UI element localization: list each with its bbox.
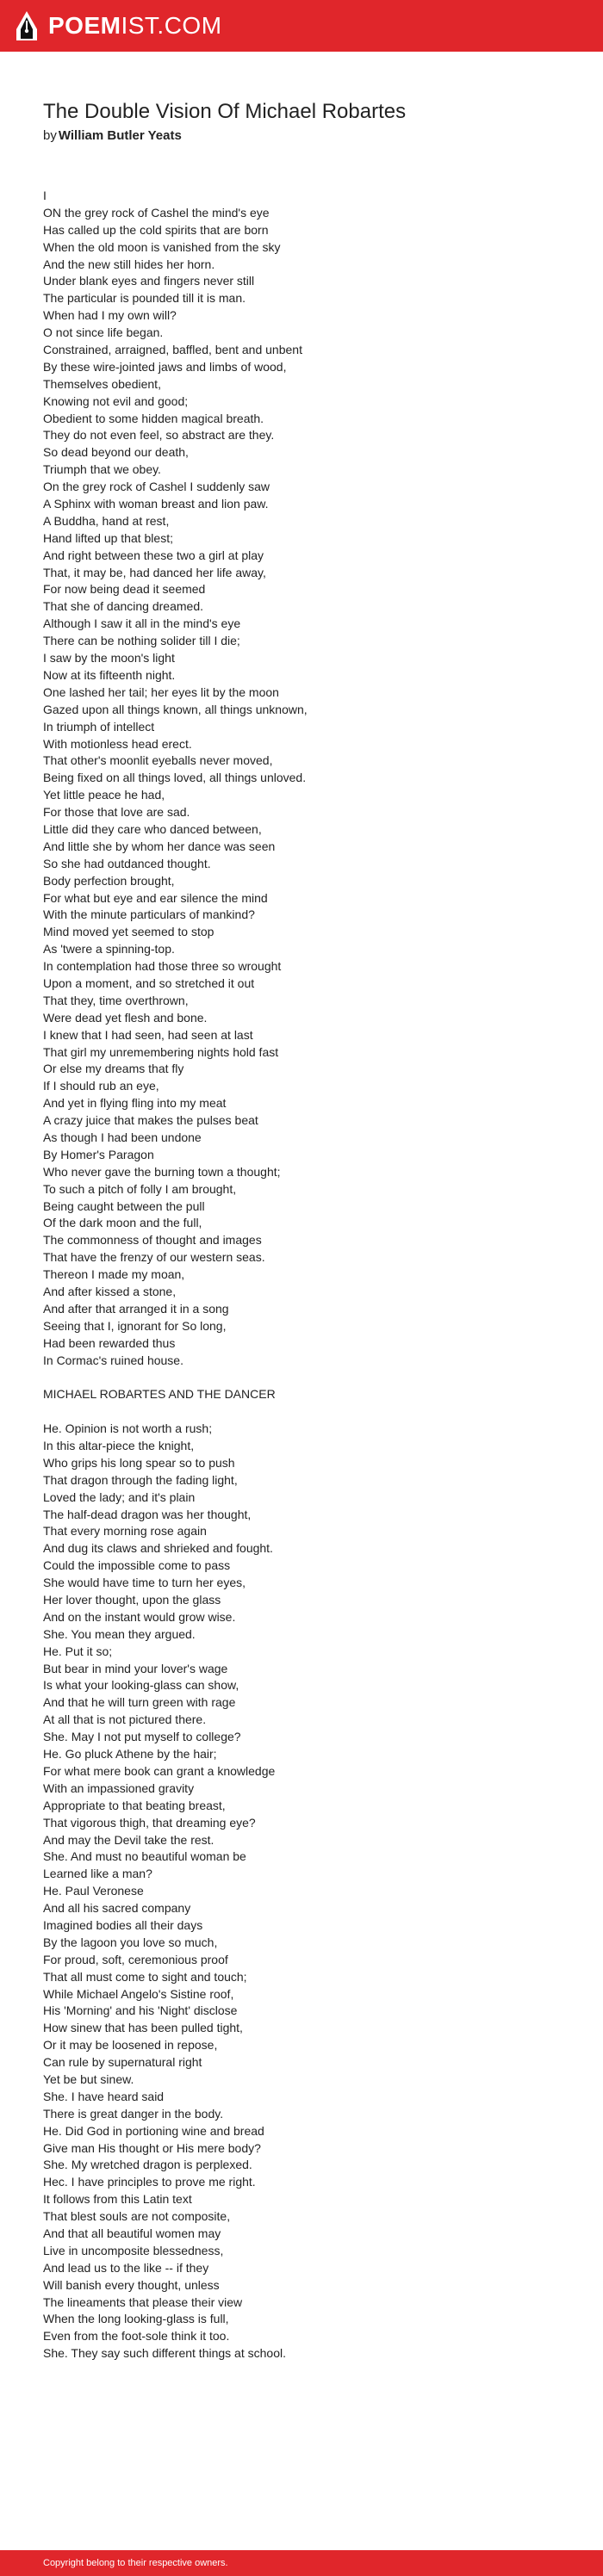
- poem-line: He. Did God in portioning wine and bread: [43, 2123, 264, 2138]
- poem-line: On the grey rock of Cashel I suddenly saw: [43, 480, 270, 494]
- poem-line: And that he will turn green with rage: [43, 1695, 236, 1710]
- poem-line: Could the impossible come to pass: [43, 1558, 231, 1573]
- poem-line: Even from the foot-sole think it too.: [43, 2329, 230, 2344]
- poem-line: He. Put it so;: [43, 1644, 113, 1658]
- poem-line: And right between these two a girl at play: [43, 548, 264, 562]
- poem-line: When had I my own will?: [43, 308, 177, 323]
- poem-line: His 'Morning' and his 'Night' disclose: [43, 2003, 238, 2018]
- poem-line: As 'twere a spinning-top.: [43, 942, 175, 957]
- poem-line: How sinew that has been pulled tight,: [43, 2021, 243, 2035]
- poem-line: Imagined bodies all their days: [43, 1917, 203, 1932]
- poem-line: Yet little peace he had,: [43, 788, 165, 802]
- poem-line: That other's moonlit eyeballs never moved,: [43, 753, 273, 768]
- poem-line: Obedient to some hidden magical breath.: [43, 411, 264, 425]
- poem-line: And may the Devil take the rest.: [43, 1832, 214, 1847]
- poem-header: [43, 97, 569, 146]
- poem-line: That she of dancing dreamed.: [43, 599, 204, 614]
- poem-line: For what but eye and ear silence the mind: [43, 890, 268, 905]
- poem-line: And on the instant would grow wise.: [43, 1609, 236, 1624]
- poem-body: [43, 188, 569, 2362]
- poem-line: One lashed her tail; her eyes lit by the moon: [43, 684, 279, 699]
- poem-line: While Michael Angelo's Sistine roof,: [43, 1986, 234, 2001]
- poem-line: Constrained, arraigned, baffled, bent and unbent: [43, 343, 302, 357]
- poem-title: The Double Vision Of Michael Robartes: [43, 100, 407, 123]
- poem-line: Were dead yet flesh and bone.: [43, 1010, 208, 1025]
- poem-line: To such a pitch of folly I am brought,: [43, 1181, 237, 1196]
- poem-line: That blest souls are not composite,: [43, 2209, 231, 2224]
- poem-line: But bear in mind your lover's wage: [43, 1661, 228, 1675]
- poem-line: That they, time overthrown,: [43, 993, 189, 1007]
- poem-line: And dug its claws and shrieked and fought.: [43, 1541, 273, 1556]
- poem-line: Who grips his long spear so to push: [43, 1455, 235, 1470]
- poem-line: There can be nothing solider till I die;: [43, 634, 240, 648]
- poem-line: In contemplation had those three so wrought: [43, 959, 282, 974]
- poem-line: In triumph of intellect: [43, 719, 155, 734]
- poem-line: Will banish every thought, unless: [43, 2277, 220, 2292]
- poem-line: By the lagoon you love so much,: [43, 1935, 218, 1949]
- poem-line: Or else my dreams that fly: [43, 1062, 184, 1076]
- poem-line: Gazed upon all things known, all things unknown,: [43, 702, 308, 716]
- poem-line: He. Go pluck Athene by the hair;: [43, 1747, 217, 1762]
- poem-line: And all his sacred company: [43, 1901, 191, 1916]
- poem-line: That all must come to sight and touch;: [43, 1969, 247, 1984]
- poem-line: By these wire-jointed jaws and limbs of wood,: [43, 359, 287, 374]
- poem-line: Learned like a man?: [43, 1867, 152, 1881]
- poem-line: For what mere book can grant a knowledge: [43, 1763, 276, 1778]
- poem-line: Hand lifted up that blest;: [43, 530, 173, 545]
- site-header: [0, 0, 603, 52]
- poem-line: The particular is pounded till it is man.: [43, 291, 246, 306]
- poem-line: And yet in flying fling into my meat: [43, 1096, 227, 1111]
- poem-line: For proud, soft, ceremonious proof: [43, 1952, 228, 1966]
- poem-line: When the old moon is vanished from the sky: [43, 239, 281, 254]
- poem-line: That dragon through the fading light,: [43, 1472, 238, 1487]
- poem-line: And after that arranged it in a song: [43, 1301, 229, 1316]
- poem-line: Hec. I have principles to prove me right.: [43, 2175, 256, 2189]
- poem-line: Give man His thought or His mere body?: [43, 2140, 261, 2155]
- poem-line: That vigorous thigh, that dreaming eye?: [43, 1815, 256, 1830]
- poem-line: So dead beyond our death,: [43, 445, 189, 460]
- poem-line: When the long looking-glass is full,: [43, 2312, 229, 2326]
- poem-line: That girl my unremembering nights hold fast: [43, 1044, 279, 1059]
- stanza-break: [43, 1369, 569, 1386]
- poem-line: A Sphinx with woman breast and lion paw.: [43, 497, 269, 511]
- poem-line: Mind moved yet seemed to stop: [43, 925, 214, 939]
- poem-line: Had been rewarded thus: [43, 1335, 176, 1350]
- poem-line: Little did they care who danced between,: [43, 821, 262, 836]
- poem-line: She. I have heard said: [43, 2089, 165, 2103]
- poem-line: Is what your looking-glass can show,: [43, 1678, 239, 1693]
- poem-line: And the new still hides her horn.: [43, 257, 215, 271]
- logo-wordmark-light: IST.COM: [121, 12, 222, 39]
- poem-line: I knew that I had seen, had seen at last: [43, 1027, 253, 1042]
- byline-label: by: [43, 128, 57, 143]
- poem-line: Can rule by supernatural right: [43, 2055, 202, 2070]
- poem-line: Themselves obedient,: [43, 376, 161, 391]
- poem-line: She. You mean they argued.: [43, 1626, 196, 1641]
- poem-line: Being fixed on all things loved, all things unloved.: [43, 771, 307, 785]
- poem-line: Triumph that we obey.: [43, 462, 161, 477]
- poem-line: Although I saw it all in the mind's eye: [43, 616, 241, 631]
- poem-line: And lead us to the like -- if they: [43, 2260, 209, 2275]
- poem-line: At all that is not pictured there.: [43, 1712, 207, 1727]
- poem-line: MICHAEL ROBARTES AND THE DANCER: [43, 1387, 276, 1402]
- poem-line: With motionless head erect.: [43, 736, 192, 751]
- poem-line: There is great danger in the body.: [43, 2106, 224, 2121]
- copyright-notice: Copyright belong to their respective owners.: [43, 2558, 228, 2568]
- poem-line: With an impassioned gravity: [43, 1780, 195, 1795]
- poem-line: Knowing not evil and good;: [43, 393, 189, 408]
- poem-line: That, it may be, had danced her life away,: [43, 565, 266, 579]
- poem-line: And little she by whom her dance was seen: [43, 839, 276, 853]
- poem-line: For now being dead it seemed: [43, 582, 206, 597]
- poem-line: The lineaments that please their view: [43, 2294, 243, 2309]
- poem-line: A Buddha, hand at rest,: [43, 513, 170, 528]
- poem-line: Her lover thought, upon the glass: [43, 1593, 221, 1607]
- poem-line: Body perfection brought,: [43, 873, 175, 888]
- poem-line: If I should rub an eye,: [43, 1079, 159, 1093]
- poem-line: Has called up the cold spirits that are born: [43, 222, 269, 237]
- poem-line: The commonness of thought and images: [43, 1233, 262, 1248]
- poem-line: A crazy juice that makes the pulses beat: [43, 1113, 258, 1128]
- poem-line: So she had outdanced thought.: [43, 856, 211, 870]
- poem-line: He. Opinion is not worth a rush;: [43, 1421, 213, 1436]
- logo-wordmark-strong: POEM: [48, 12, 121, 39]
- poem-line: I: [43, 189, 47, 202]
- poem-line: Being caught between the pull: [43, 1198, 205, 1213]
- poem-line: They do not even feel, so abstract are they.: [43, 428, 275, 443]
- site-footer: [0, 2550, 603, 2576]
- site-logo[interactable]: [16, 10, 222, 41]
- poem-line: In Cormac's ruined house.: [43, 1353, 183, 1367]
- poem-line: With the minute particulars of mankind?: [43, 907, 255, 922]
- poem-line: She. May I not put myself to college?: [43, 1730, 241, 1744]
- poem-line: For those that love are sad.: [43, 805, 190, 820]
- poem-line: That have the frenzy of our western seas.: [43, 1250, 265, 1265]
- poem-line: Loved the lady; and it's plain: [43, 1489, 196, 1504]
- poem-line: Live in uncomposite blessedness,: [43, 2243, 224, 2257]
- poem-line: It follows from this Latin text: [43, 2192, 192, 2207]
- poem-line: Or it may be loosened in repose,: [43, 2038, 218, 2053]
- poem-line: Now at its fifteenth night.: [43, 667, 176, 682]
- poem-line: She. My wretched dragon is perplexed.: [43, 2158, 252, 2172]
- poem-line: Thereon I made my moan,: [43, 1267, 185, 1282]
- poem-line: Upon a moment, and so stretched it out: [43, 975, 255, 990]
- stanza-break: [43, 1403, 569, 1421]
- poem-line: By Homer's Paragon: [43, 1147, 154, 1161]
- poem-line: She would have time to turn her eyes,: [43, 1576, 246, 1590]
- poem-line: She. They say such different things at school.: [43, 2346, 286, 2361]
- poem-line: As though I had been undone: [43, 1130, 202, 1144]
- poem-line: Seeing that I, ignorant for So long,: [43, 1318, 227, 1333]
- poem-line: O not since life began.: [43, 325, 164, 340]
- pen-nib-icon: [16, 10, 38, 41]
- poem-line: He. Paul Veronese: [43, 1884, 144, 1898]
- poem-line: Appropriate to that beating breast,: [43, 1798, 226, 1812]
- poem-line: The half-dead dragon was her thought,: [43, 1507, 252, 1521]
- poem-byline: [43, 127, 569, 146]
- poem-line: I saw by the moon's light: [43, 651, 175, 666]
- poem-line: Of the dark moon and the full,: [43, 1216, 202, 1230]
- author-link[interactable]: William Butler Yeats: [58, 128, 182, 143]
- logo-wordmark: [48, 14, 222, 38]
- poem-line: And after kissed a stone,: [43, 1285, 177, 1298]
- poem-line: That every morning rose again: [43, 1524, 207, 1539]
- poem-line: And that all beautiful women may: [43, 2226, 221, 2240]
- poem-line: ON the grey rock of Cashel the mind's eye: [43, 205, 270, 220]
- poem-line: Who never gave the burning town a thought;: [43, 1164, 281, 1179]
- poem-line: She. And must no beautiful woman be: [43, 1849, 246, 1864]
- poem-line: In this altar-piece the knight,: [43, 1439, 195, 1453]
- poem-line: Under blank eyes and fingers never still: [43, 274, 255, 288]
- poem-line: Yet be but sinew.: [43, 2071, 134, 2086]
